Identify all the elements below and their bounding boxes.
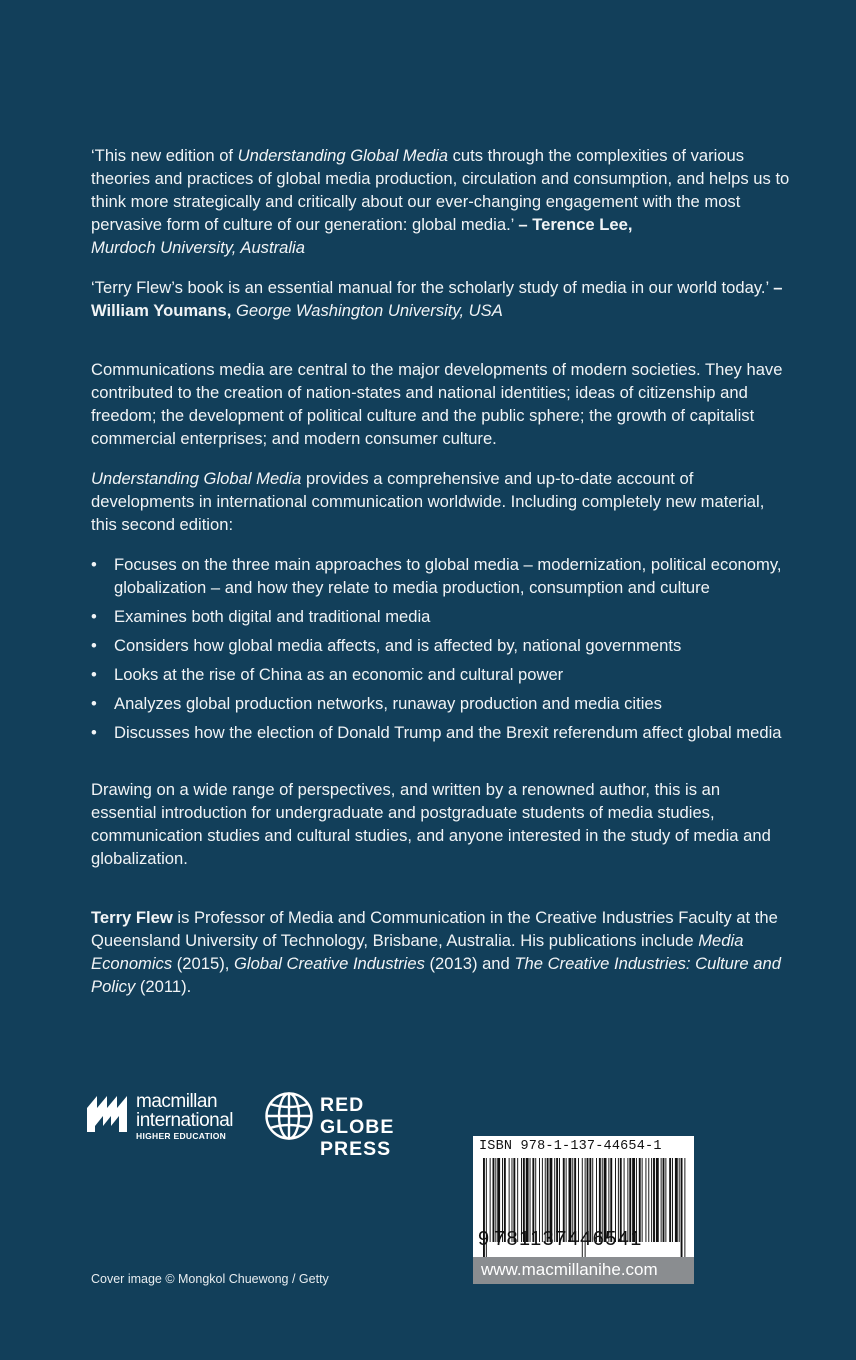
list-item: • Discusses how the election of Donald Trump and the Brexit referendum affect global media	[91, 721, 831, 744]
list-item: • Examines both digital and traditional media	[91, 605, 831, 628]
list-item: • Looks at the rise of China as an economic and cultural power	[91, 663, 831, 686]
macmillan-logo: macmillan international HIGHER EDUCATION	[87, 1092, 247, 1142]
ean-first-digit: 9	[478, 1228, 490, 1250]
quote-affiliation: Murdoch University, Australia	[91, 238, 305, 257]
publisher-url-bar	[473, 1257, 694, 1284]
list-item: • Considers how global media affects, and is affected by, national governments	[91, 634, 831, 657]
list-item: • Focuses on the three main approaches to global media – modernization, political economy, globalization – and how they relate to media production, consumption and culture	[91, 553, 831, 599]
ean-digits: 781137446541	[494, 1228, 643, 1250]
author-name: Terry Flew	[91, 908, 173, 927]
quote-author: – William Youmans,	[91, 278, 783, 320]
feature-list	[91, 553, 831, 750]
edition-paragraph: Understanding Global Media provides a comprehensive and up-to-date account of developments in international communication worldwide. Including completely new material, this second edition:	[91, 469, 765, 534]
book-title: Understanding Global Media	[237, 146, 448, 165]
endorsement-quote-lee: ‘This new edition of Understanding Global Media cuts through the complexities of various theories and practices of global media production, circulation and consumption, and helps us to think more strategically and critically about our ever-changing engagement with the most pervasive form of culture of our generation: global media.’ – Terence Lee, Murdoch University, Australia	[91, 146, 790, 257]
book-title: Understanding Global Media	[91, 469, 302, 488]
intro-paragraph: Communications media are central to the major developments of modern societies. They have contributed to the creation of nation-states and national identities; ideas of citizenship and freedom; the development of political culture and the public sphere; the growth of capitalist commercial enterprises; and modern consumer culture.	[91, 360, 783, 448]
list-item: • Analyzes global production networks, runaway production and media cities	[91, 692, 831, 715]
quote-author: – Terence Lee,	[518, 215, 633, 234]
endorsement-quote-youmans: ‘Terry Flew’s book is an essential manual for the scholarly study of media in our world today.’ – William Youmans, George Washington University, USA	[91, 278, 783, 320]
cover-image-credit: Cover image © Mongkol Chuewong / Getty	[91, 1272, 329, 1286]
author-bio: Terry Flew is Professor of Media and Communication in the Creative Industries Faculty at the Queensland University of Technology, Brisbane, Australia. His publications include Media Economics (2015), Global Creative Industries (2013) and The Creative Industries: Culture and Policy (2011).	[91, 908, 781, 996]
publisher-url: www.macmillanihe.com	[481, 1260, 658, 1279]
globe-icon	[264, 1091, 314, 1141]
quote-affiliation: George Washington University, USA	[231, 301, 503, 320]
macmillan-m-icon	[87, 1094, 129, 1132]
isbn-number: ISBN 978-1-137-44654-1	[479, 1139, 662, 1154]
red-globe-press-logo: RED GLOBE PRESS	[264, 1091, 444, 1143]
summary-paragraph: Drawing on a wide range of perspectives, and written by a renowned author, this is an essential introduction for undergraduate and postgraduate students of media studies, communication studies and cultural studies, and anyone interested in the study of media and globalization.	[91, 780, 771, 868]
